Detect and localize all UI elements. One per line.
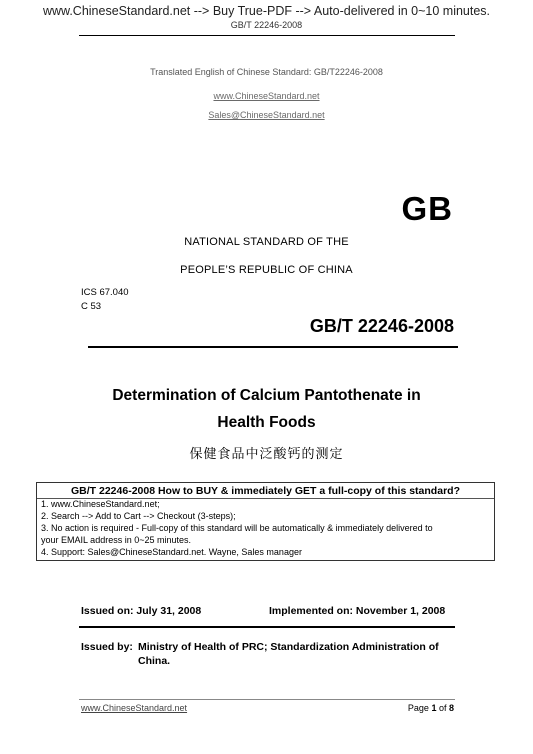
- document-title-line2: Health Foods: [217, 414, 316, 431]
- page-of: of: [436, 703, 449, 713]
- document-title-chinese: 保健食品中泛酸钙的测定: [189, 447, 344, 462]
- gb-mark: GB: [401, 190, 453, 227]
- national-standard-line2: PEOPLE’S REPUBLIC OF CHINA: [180, 264, 353, 276]
- translation-website-link[interactable]: www.ChineseStandard.net: [213, 91, 320, 101]
- page-prefix: Page: [407, 703, 432, 713]
- buy-info-title: GB/T 22246-2008 How to BUY & immediately GET a full-copy of this standard?: [71, 485, 460, 497]
- document-title-line1: Determination of Calcium Pantothenate in: [112, 387, 421, 404]
- national-standard-line1: NATIONAL STANDARD OF THE: [184, 236, 349, 248]
- buy-info-item: 2. Search --> Add to Cart --> Checkout (3-steps);: [41, 511, 236, 521]
- standard-number-rule: [88, 346, 458, 348]
- header-standard-code: GB/T 22246-2008: [230, 20, 303, 30]
- footer-website-link[interactable]: www.ChineseStandard.net: [81, 703, 188, 713]
- issued-date: Issued on: July 31, 2008: [81, 605, 202, 617]
- standard-number: GB/T 22246-2008: [309, 316, 454, 336]
- page-total: 8: [448, 703, 454, 713]
- issued-by-label: Issued by:: [81, 641, 133, 653]
- buy-info-box: [36, 482, 495, 561]
- page-current: 1: [431, 703, 437, 713]
- ics-code: ICS 67.040: [81, 287, 129, 298]
- page-indicator: [408, 703, 454, 713]
- header-banner: www.ChineseStandard.net --> Buy True-PDF --> Auto-delivered in 0~10 minutes.: [42, 4, 491, 18]
- translation-line: Translated English of Chinese Standard: GB/T22246-2008: [150, 67, 383, 77]
- buy-info-item: 3. No action is required - Full-copy of this standard will be automatically & immediately delivered to: [41, 523, 433, 533]
- dates-rule: [79, 626, 455, 628]
- issued-by-line1: Ministry of Health of PRC; Standardization Administration of: [138, 641, 439, 653]
- translation-email-link[interactable]: Sales@ChineseStandard.net: [208, 110, 325, 120]
- buy-info-item: 4. Support: Sales@ChineseStandard.net. Wayne, Sales manager: [41, 547, 302, 557]
- ccs-code: C 53: [81, 301, 102, 312]
- implemented-date: Implemented on: November 1, 2008: [269, 605, 446, 617]
- buy-info-item: your EMAIL address in 0~25 minutes.: [41, 535, 191, 545]
- buy-info-item: 1. www.ChineseStandard.net;: [41, 499, 160, 509]
- issued-by-line2: China.: [138, 655, 171, 667]
- footer-divider: [79, 699, 455, 700]
- header-divider: [79, 35, 455, 36]
